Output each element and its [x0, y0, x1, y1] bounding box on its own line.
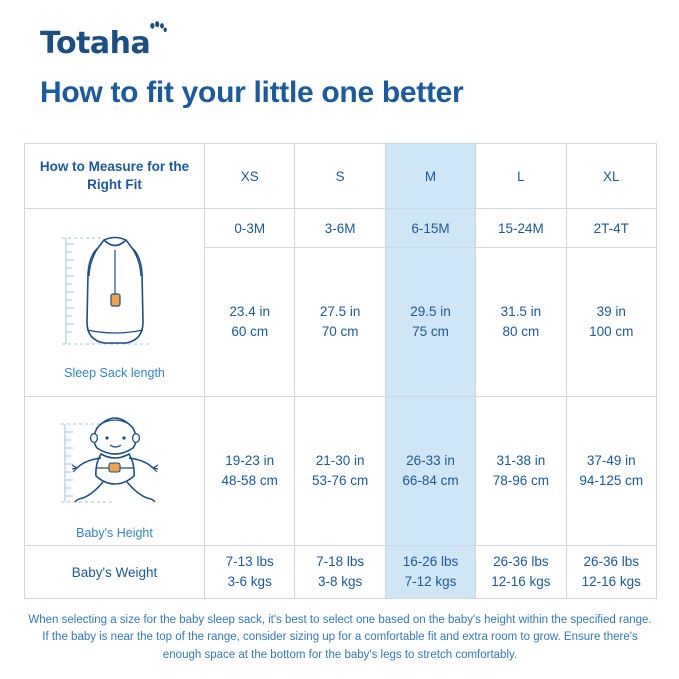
page-title: How to fit your little one better — [40, 76, 464, 109]
table-row-header-label: How to Measure for the Right Fit — [25, 144, 205, 209]
table-header-row — [25, 144, 657, 209]
length-m-cm: 75 cm — [412, 324, 449, 339]
height-s — [295, 397, 385, 546]
age-s: 3-6M — [295, 209, 385, 248]
height-s-in: 21-30 in — [315, 452, 365, 468]
table-row-age — [25, 209, 657, 248]
height-xl — [566, 397, 656, 546]
size-header-xs: XS — [205, 144, 295, 209]
brand-name: Totaha — [40, 26, 151, 61]
length-xl-cm: 100 cm — [589, 324, 634, 339]
height-l-cm: 78-96 cm — [492, 473, 549, 488]
length-xs — [205, 248, 295, 397]
size-header-s: S — [295, 144, 385, 209]
weight-m-lbs: 16-26 lbs — [402, 553, 459, 569]
height-m — [385, 397, 475, 546]
weight-s-kgs: 3-8 kgs — [317, 574, 363, 589]
height-l — [476, 397, 566, 546]
length-xs-in: 23.4 in — [229, 303, 270, 319]
weight-l-kgs: 12-16 kgs — [491, 574, 551, 589]
sleep-sack-length-label: Sleep Sack length — [64, 365, 165, 380]
baby-illustration — [35, 402, 195, 522]
weight-xl-kgs: 12-16 kgs — [581, 574, 641, 589]
table-row-baby-weight — [25, 546, 657, 599]
baby-height-label: Baby's Height — [76, 526, 153, 540]
baby-figure-cell — [25, 397, 205, 546]
weight-xs — [205, 546, 295, 599]
size-header-m: M — [385, 144, 475, 209]
length-xl-in: 39 in — [596, 303, 626, 319]
weight-xs-lbs: 7-13 lbs — [225, 553, 274, 569]
age-xl: 2T-4T — [566, 209, 656, 248]
length-m — [385, 248, 475, 397]
height-l-in: 31-38 in — [496, 452, 546, 468]
length-xs-cm: 60 cm — [231, 324, 269, 339]
age-m: 6-15M — [385, 209, 475, 248]
weight-m-kgs: 7-12 kgs — [404, 574, 457, 589]
footnote-text: When selecting a size for the baby sleep sack, it's best to select one based on the baby's height within the specified range. If the baby is near the top of the range, consider sizing up for a comfortable fit and extra room to grow. Ensure there's enough space at the bottom for the baby's legs to stretch comfortably. — [28, 614, 652, 661]
weight-l-lbs: 26-36 lbs — [493, 553, 549, 569]
weight-s-lbs: 7-18 lbs — [316, 553, 365, 569]
height-m-cm: 66-84 cm — [402, 473, 459, 488]
sleep-sack-illustration — [40, 226, 190, 362]
size-chart-table — [24, 143, 657, 599]
length-m-in: 29.5 in — [410, 303, 451, 319]
weight-xl-lbs: 26-36 lbs — [583, 553, 640, 569]
age-l: 15-24M — [476, 209, 566, 248]
length-s-cm: 70 cm — [321, 324, 359, 339]
weight-l — [476, 546, 566, 599]
size-header-xl: XL — [566, 144, 656, 209]
baby-weight-label: Baby's Weight — [25, 546, 205, 599]
size-header-l: L — [476, 144, 566, 209]
height-xs-cm: 48-58 cm — [221, 473, 278, 488]
sleep-sack-figure-cell — [25, 209, 205, 397]
height-xl-in: 37-49 in — [586, 452, 636, 468]
height-xs-in: 19-23 in — [225, 452, 275, 468]
weight-xs-kgs: 3-6 kgs — [227, 574, 272, 589]
age-xs: 0-3M — [205, 209, 295, 248]
table-row-baby-height — [25, 397, 657, 546]
brand-logo — [40, 26, 150, 61]
length-l-in: 31.5 in — [500, 303, 542, 319]
length-s-in: 27.5 in — [319, 303, 361, 319]
height-m-in: 26-33 in — [406, 452, 455, 468]
length-l — [476, 248, 566, 397]
weight-s — [295, 546, 385, 599]
height-xs — [205, 397, 295, 546]
height-s-cm: 53-76 cm — [311, 473, 369, 488]
weight-m — [385, 546, 475, 599]
height-xl-cm: 94-125 cm — [579, 473, 644, 488]
length-xl — [566, 248, 656, 397]
length-s — [295, 248, 385, 397]
weight-xl — [566, 546, 656, 599]
paw-print-icon — [148, 21, 168, 37]
length-l-cm: 80 cm — [502, 324, 540, 339]
